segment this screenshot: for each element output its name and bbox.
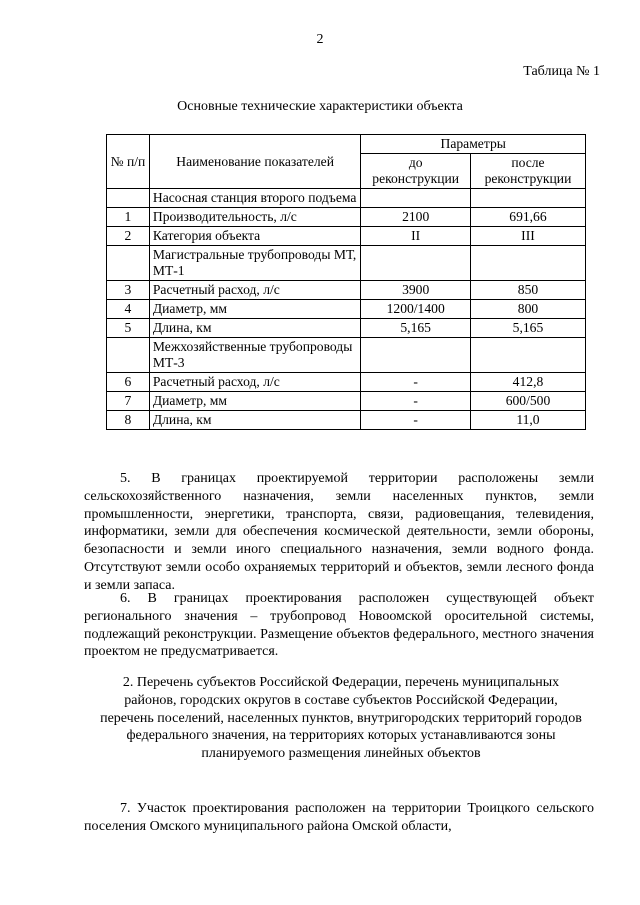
- row-num: [107, 189, 150, 208]
- table-row: [107, 373, 586, 392]
- table-row: [107, 392, 586, 411]
- row-after: 5,165: [470, 319, 585, 338]
- row-before: -: [361, 411, 471, 430]
- paragraph-6: 6. В границах проектирования расположен существующей объект регионального значения – трубопровод Новоомской оросительной системы, подлежащий реконструкции. Размещение объектов федерального, местного значения проектом не предусматривается.: [84, 591, 594, 660]
- row-num: 1: [107, 208, 150, 227]
- row-name: Диаметр, мм: [149, 392, 361, 411]
- row-after: III: [470, 227, 585, 246]
- table-row: [107, 338, 586, 373]
- technical-characteristics-table: [106, 134, 586, 430]
- row-num: [107, 246, 150, 281]
- section-2-heading: 2. Перечень субъектов Российской Федерации, перечень муниципальных районов, городских округов в составе субъектов Российской Федерации, перечень поселений, населенных пунктов, внутригородских территорий городов федерального значения, на территориях которых устанавливаются зоны планируемого размещения линейных объектов: [100, 675, 582, 762]
- row-after: 850: [470, 281, 585, 300]
- row-after: 600/500: [470, 392, 585, 411]
- table-row: [107, 189, 586, 208]
- row-before: 5,165: [361, 319, 471, 338]
- row-name: Магистральные трубопроводы МТ, МТ-1: [149, 246, 361, 281]
- row-num: 8: [107, 411, 150, 430]
- row-after: [470, 189, 585, 208]
- header-name: Наименование показателей: [149, 135, 361, 189]
- table-body: [107, 189, 586, 430]
- row-before: -: [361, 373, 471, 392]
- paragraph-5: 5. В границах проектируемой территории расположены земли сельскохозяйственного назначения, земли населенных пунктов, земли промышленности, энергетики, транспорта, связи, радиовещания, телевидения, информатики, земли для обеспечения космической деятельности, земли обороны, безопасности и земли иного специального назначения, земли водного фонда. Отсутствуют земли особо охраняемых территорий и объектов, земли лесного фонда и земли запаса.: [84, 471, 594, 593]
- row-name: Расчетный расход, л/с: [149, 373, 361, 392]
- table-title: Основные технические характеристики объекта: [177, 99, 463, 114]
- row-after: 800: [470, 300, 585, 319]
- table-row: [107, 319, 586, 338]
- row-name: Длина, км: [149, 411, 361, 430]
- table-row: [107, 300, 586, 319]
- header-after: после реконструкции: [470, 154, 585, 189]
- header-params: Параметры: [361, 135, 586, 154]
- header-before: до реконструкции: [361, 154, 471, 189]
- table-row: [107, 281, 586, 300]
- row-after: [470, 338, 585, 373]
- row-num: 2: [107, 227, 150, 246]
- page-number: 2: [316, 32, 324, 47]
- row-before: II: [361, 227, 471, 246]
- row-num: 3: [107, 281, 150, 300]
- row-before: 1200/1400: [361, 300, 471, 319]
- row-after: 691,66: [470, 208, 585, 227]
- row-before: [361, 189, 471, 208]
- row-name: Категория объекта: [149, 227, 361, 246]
- row-num: 4: [107, 300, 150, 319]
- row-before: 3900: [361, 281, 471, 300]
- row-name: Диаметр, мм: [149, 300, 361, 319]
- row-before: -: [361, 392, 471, 411]
- table-row: [107, 411, 586, 430]
- row-name: Производительность, л/с: [149, 208, 361, 227]
- table-row: [107, 246, 586, 281]
- table-row: [107, 208, 586, 227]
- row-after: 412,8: [470, 373, 585, 392]
- row-num: 5: [107, 319, 150, 338]
- row-after: 11,0: [470, 411, 585, 430]
- row-before: [361, 338, 471, 373]
- table-label: Таблица № 1: [523, 64, 600, 79]
- row-name: Насосная станция второго подъема: [149, 189, 361, 208]
- paragraph-7: 7. Участок проектирования расположен на территории Троицкого сельского поселения Омского муниципального района Омской области,: [84, 801, 594, 834]
- row-num: 6: [107, 373, 150, 392]
- row-num: 7: [107, 392, 150, 411]
- row-name: Расчетный расход, л/с: [149, 281, 361, 300]
- row-before: [361, 246, 471, 281]
- row-name: Длина, км: [149, 319, 361, 338]
- row-name: Межхозяйственные трубопроводы МТ-3: [149, 338, 361, 373]
- table-row: [107, 227, 586, 246]
- header-num: № п/п: [107, 135, 150, 189]
- row-before: 2100: [361, 208, 471, 227]
- row-after: [470, 246, 585, 281]
- row-num: [107, 338, 150, 373]
